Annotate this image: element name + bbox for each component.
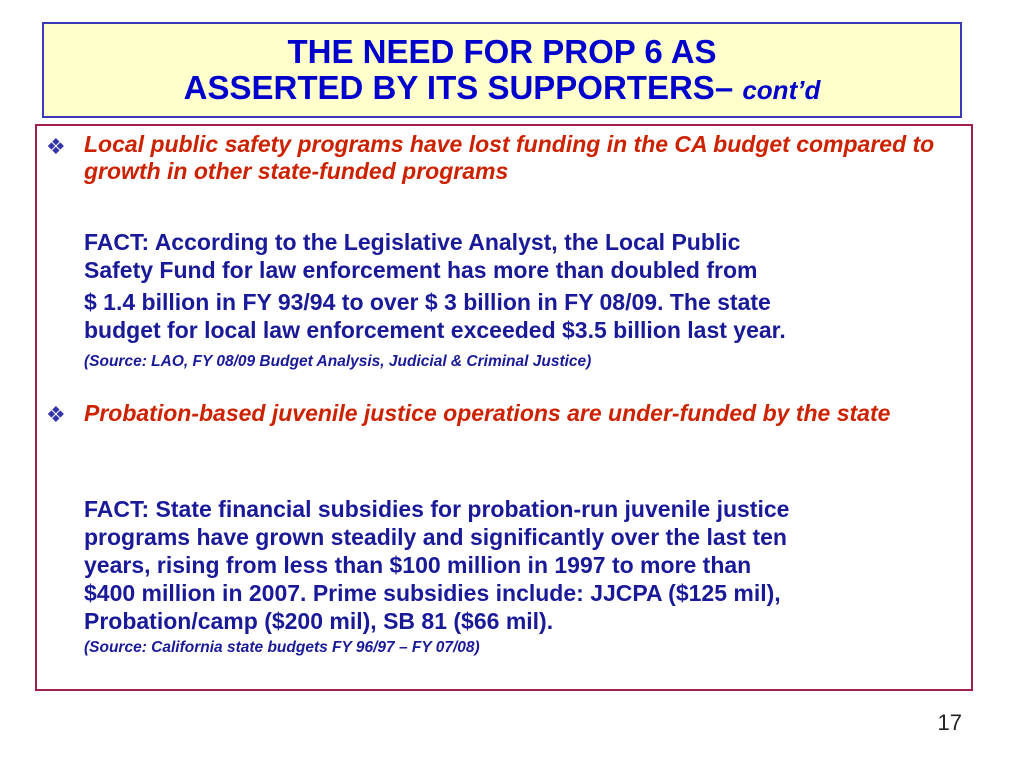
claim-2: Probation-based juvenile justice operations are under-funded by the state bbox=[84, 400, 891, 426]
fact-2-line-2: programs have grown steadily and significantly over the last ten bbox=[84, 524, 787, 550]
fact-2 bbox=[84, 495, 968, 635]
slide-title-box bbox=[42, 22, 962, 118]
fact-1-line-3: $ 1.4 billion in FY 93/94 to over $ 3 billion in FY 08/09. The state bbox=[84, 289, 771, 315]
claim-1: Local public safety programs have lost funding in the CA budget compared to growth in other state-funded programs bbox=[84, 131, 935, 184]
source-1: (Source: LAO, FY 08/09 Budget Analysis, Judicial & Criminal Justice) bbox=[84, 353, 592, 370]
fact-2-line-3: years, rising from less than $100 million in 1997 to more than bbox=[84, 552, 752, 578]
slide-title-line-2 bbox=[44, 70, 960, 108]
slide-title-contd: cont’d bbox=[742, 75, 821, 105]
fact-1-line-1: FACT: According to the Legislative Analyst, the Local Public bbox=[84, 229, 741, 255]
source-2: (Source: California state budgets FY 96/97 – FY 07/08) bbox=[84, 639, 480, 656]
fact-1-line-2: Safety Fund for law enforcement has more than doubled from bbox=[84, 257, 758, 283]
fact-1b bbox=[84, 288, 968, 344]
page-number: 17 bbox=[937, 710, 962, 735]
fact-2-line-5: Probation/camp ($200 mil), SB 81 ($66 mil). bbox=[84, 608, 554, 634]
fact-1-line-4: budget for local law enforcement exceeded $3.5 billion last year. bbox=[84, 317, 786, 343]
diamond-bullet-icon: ❖ bbox=[46, 134, 66, 159]
slide-title-text: ASSERTED BY ITS SUPPORTERS– bbox=[183, 69, 734, 106]
diamond-bullet-icon: ❖ bbox=[46, 402, 66, 427]
fact-1 bbox=[84, 228, 968, 284]
slide-title-line-1: THE NEED FOR PROP 6 AS bbox=[287, 33, 717, 70]
fact-2-line-4: $400 million in 2007. Prime subsidies include: JJCPA ($125 mil), bbox=[84, 580, 781, 606]
fact-2-line-1: FACT: State financial subsidies for probation-run juvenile justice bbox=[84, 496, 790, 522]
